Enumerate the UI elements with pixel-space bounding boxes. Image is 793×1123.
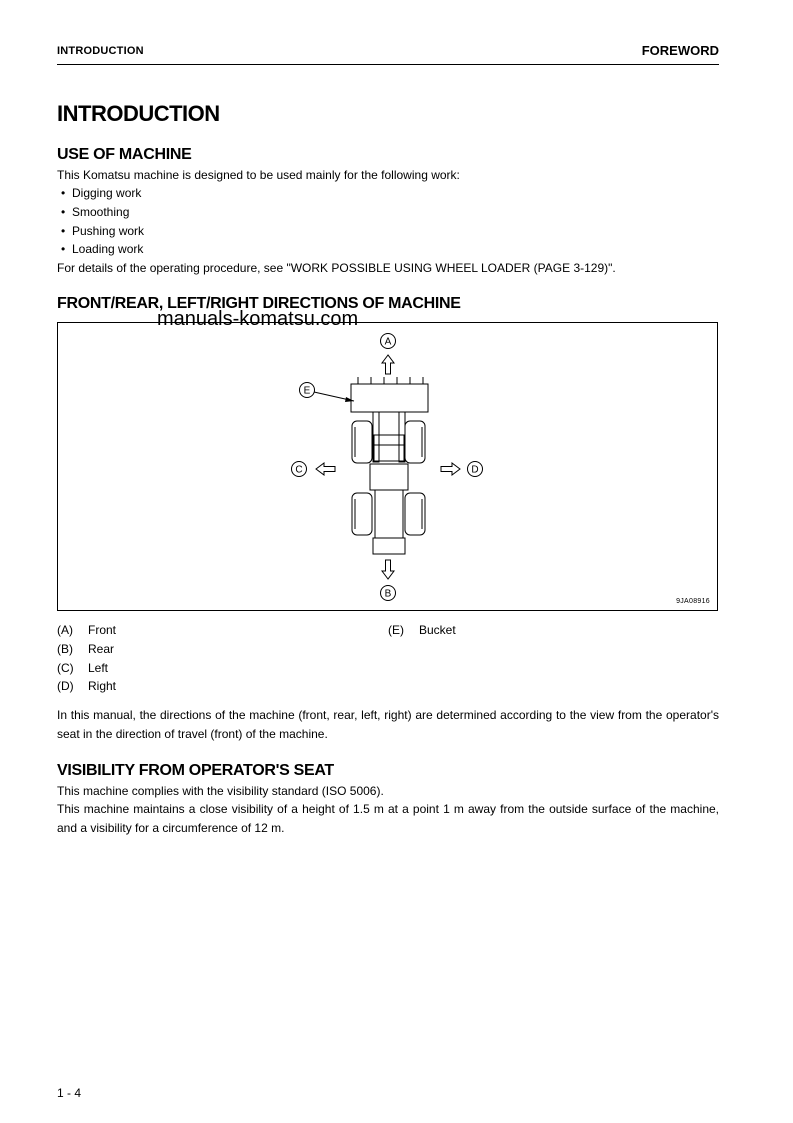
legend-entry xyxy=(388,623,456,638)
legend-label: Rear xyxy=(88,642,115,656)
list-item-text: Smoothing xyxy=(72,205,130,219)
callout-c-label: C xyxy=(295,464,303,476)
callout-b-label: B xyxy=(384,588,392,600)
visibility-heading: VISIBILITY FROM OPERATOR'S SEAT xyxy=(57,762,334,779)
front-arrow-icon xyxy=(382,355,394,374)
callout-d-label: D xyxy=(471,464,479,476)
header-rule xyxy=(57,64,719,65)
header-section-label: INTRODUCTION xyxy=(57,45,144,57)
directions-paragraph: In this manual, the directions of the machine (front, rear, left, right) are determined according to the view from the operator's seat in the direction of travel (front) of the machine. xyxy=(57,708,719,741)
directions-heading: FRONT/REAR, LEFT/RIGHT DIRECTIONS OF MACHINE xyxy=(57,295,461,312)
legend-entry xyxy=(57,642,114,657)
list-item xyxy=(61,205,129,220)
list-item-text: Loading work xyxy=(72,242,144,256)
bullet-icon: • xyxy=(61,205,66,219)
use-of-machine-heading: USE OF MACHINE xyxy=(57,146,192,163)
watermark-text: manuals-komatsu.com xyxy=(157,308,359,330)
legend-key: (E) xyxy=(388,623,404,637)
operating-procedure-reference: For details of the operating procedure, see "WORK POSSIBLE USING WHEEL LOADER (PAGE 3-129)". xyxy=(57,261,616,275)
visibility-paragraph: This machine maintains a close visibility of a height of 1.5 m at a point 1 m away from the outside surface of the machine, and a visibility for a circumference of 12 m. xyxy=(57,802,719,835)
callout-a-label: A xyxy=(384,336,392,348)
bucket-shape xyxy=(351,384,428,412)
legend-entry xyxy=(57,623,116,638)
legend-key: (A) xyxy=(57,623,73,637)
legend-label: Left xyxy=(88,661,109,675)
legend-label: Right xyxy=(88,679,117,693)
right-arrow-icon xyxy=(441,463,460,475)
figure-id: 9JA08916 xyxy=(676,598,710,605)
wheel-loader-top-view-diagram xyxy=(58,323,719,612)
legend-key: (D) xyxy=(57,679,74,693)
legend-entry xyxy=(57,661,108,676)
page-title: INTRODUCTION xyxy=(57,101,220,126)
page-number: 1 - 4 xyxy=(57,1086,82,1100)
list-item-text: Digging work xyxy=(72,186,142,200)
callout-e-label: E xyxy=(303,385,311,397)
use-intro-text: This Komatsu machine is designed to be used mainly for the following work: xyxy=(57,168,460,182)
list-item xyxy=(61,242,143,257)
header-chapter-label: FOREWORD xyxy=(641,43,719,58)
rear-arrow-icon xyxy=(382,560,394,579)
legend-key: (C) xyxy=(57,661,74,675)
visibility-standard-text: This machine complies with the visibility standard (ISO 5006). xyxy=(57,784,384,798)
bullet-icon: • xyxy=(61,224,66,238)
legend-label: Bucket xyxy=(419,623,456,637)
legend-entry xyxy=(57,679,116,694)
legend-key: (B) xyxy=(57,642,73,656)
list-item-text: Pushing work xyxy=(72,224,145,238)
bullet-icon: • xyxy=(61,186,66,200)
left-arrow-icon xyxy=(316,463,335,475)
bullet-icon: • xyxy=(61,242,66,256)
machine-directions-figure xyxy=(57,322,718,611)
list-item xyxy=(61,224,144,239)
list-item xyxy=(61,186,141,201)
legend-label: Front xyxy=(88,623,117,637)
